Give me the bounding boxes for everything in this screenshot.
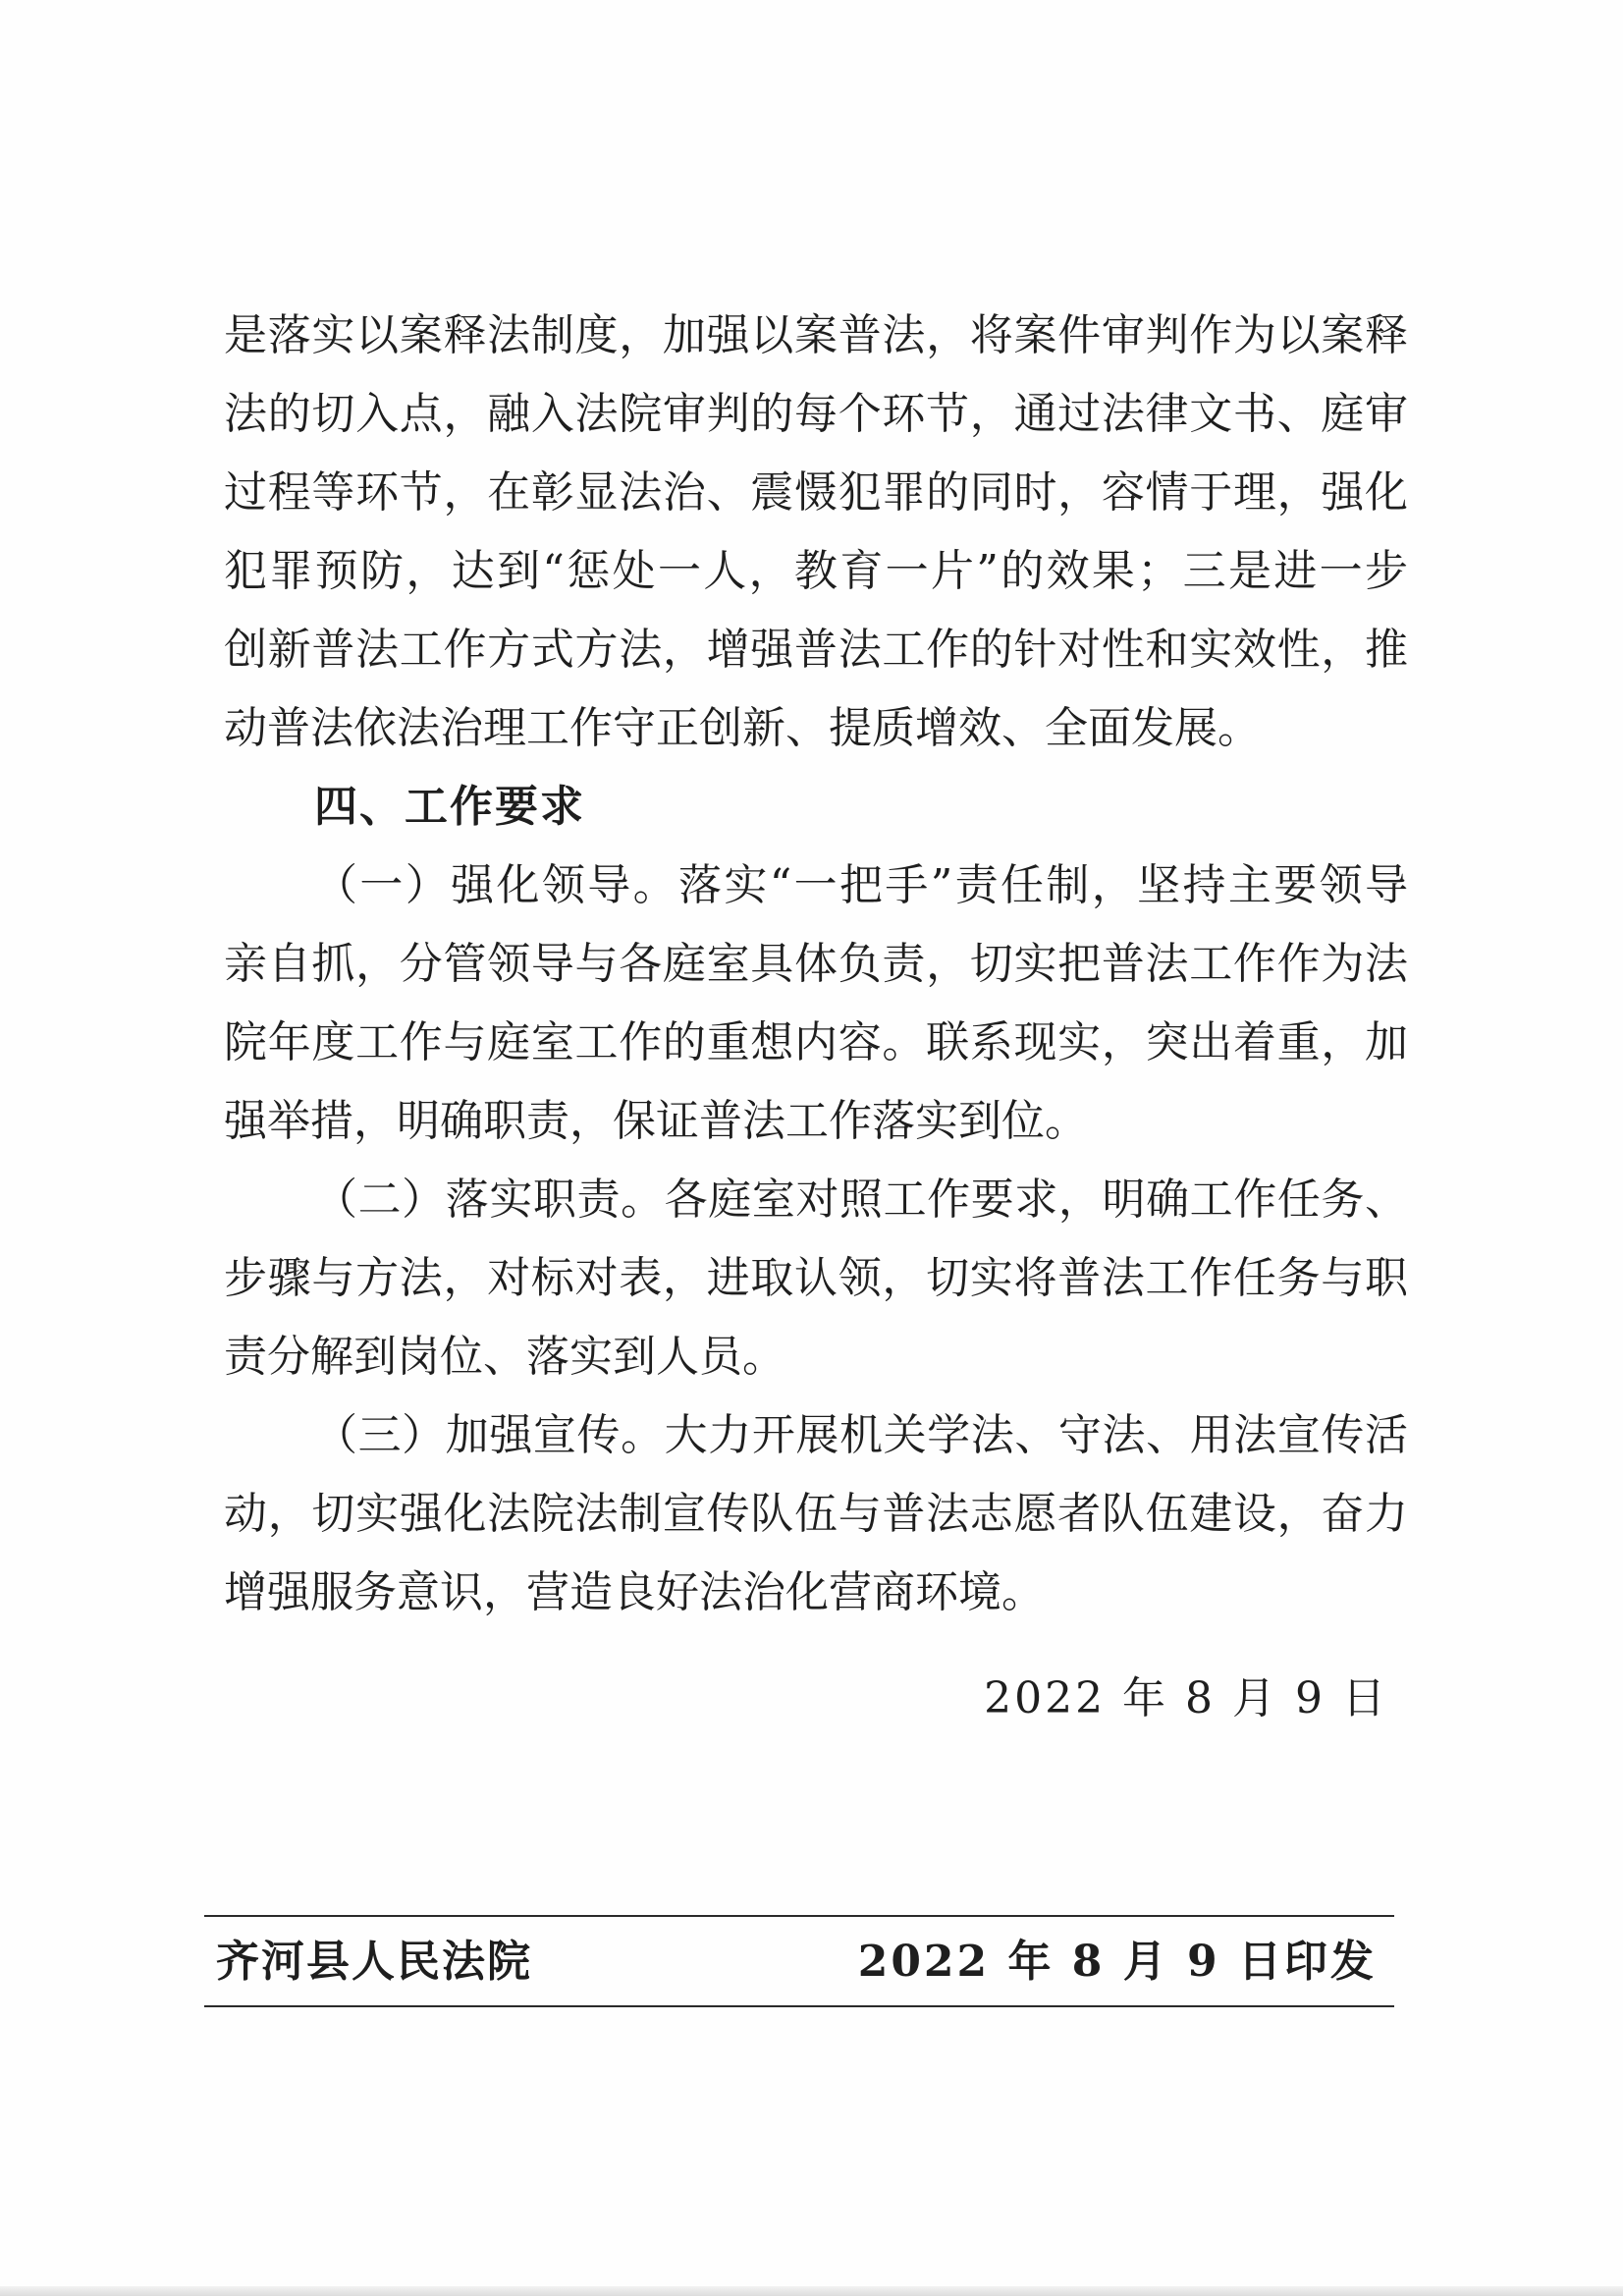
paragraph-line: （二）落实职责。各庭室对照工作要求，明确工作任务、 [314, 1175, 1408, 1225]
document-body [224, 297, 1408, 1632]
footer-bottom-rule [204, 2005, 1394, 2007]
paragraph-line: 动普法依法治理工作守正创新、提质增效、全面发展。 [224, 703, 1261, 753]
paragraph-line: 院年度工作与庭室工作的重想内容。联系现实，突出着重，加 [224, 1017, 1408, 1067]
section-heading: 四、工作要求 [314, 782, 585, 832]
issue-date: 2022 年 8 月 9 日印发 [857, 1937, 1377, 1987]
footer-top-rule [204, 1915, 1394, 1917]
paragraph-line: 过程等环节，在彰显法治、震慑犯罪的同时，容情于理，强化 [224, 467, 1408, 518]
paragraph-line: 亲自抓，分管领导与各庭室具体负责，切实把普法工作作为法 [224, 939, 1408, 989]
signature-date: 2022 年 8 月 9 日 [984, 1673, 1388, 1723]
paragraph-line: 责分解到岗位、落实到人员。 [224, 1332, 785, 1382]
paragraph-line: 法的切入点，融入法院审判的每个环节，通过法律文书、庭审 [224, 389, 1408, 439]
paragraph-line: （一）强化领导。落实“一把手”责任制，坚持主要领导 [314, 860, 1408, 910]
paragraph-line: 动，切实强化法院法制宣传队伍与普法志愿者队伍建设，奋力 [224, 1489, 1408, 1539]
paragraph-line: 步骤与方法，对标对表，进取认领，切实将普法工作任务与职 [224, 1253, 1408, 1303]
paragraph-line: 是落实以案释法制度，加强以案普法，将案件审判作为以案释 [224, 310, 1408, 360]
paragraph-line: 增强服务意识，营造良好法治化营商环境。 [224, 1567, 1045, 1617]
scan-edge [0, 2286, 1623, 2296]
paragraph-line: （三）加强宣传。大力开展机关学法、守法、用法宣传活 [314, 1410, 1408, 1460]
paragraph-line: 创新普法工作方式方法，增强普法工作的针对性和实效性，推 [224, 625, 1408, 675]
issuer-name: 齐河县人民法院 [216, 1937, 532, 1987]
paragraph-line: 犯罪预防，达到“惩处一人，教育一片”的效果；三是进一步 [224, 546, 1408, 596]
paragraph-line: 强举措，明确职责，保证普法工作落实到位。 [224, 1096, 1088, 1146]
issuance-footer [216, 1921, 1377, 2003]
